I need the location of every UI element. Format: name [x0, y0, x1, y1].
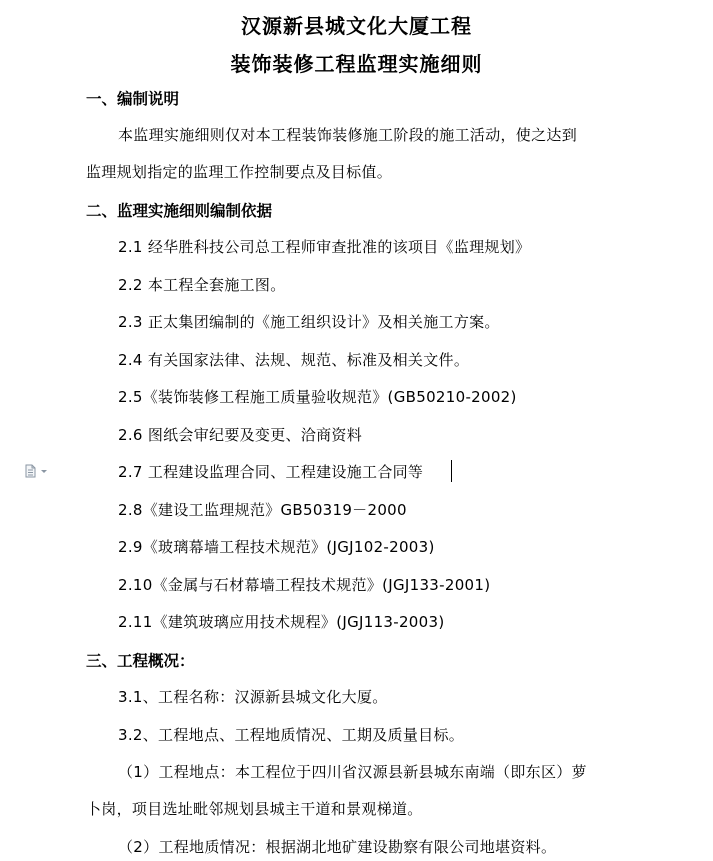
section1-para-line1: 本监理实施细则仅对本工程装饰装修施工阶段的施工活动，使之达到 [118, 126, 578, 144]
document-paste-icon[interactable] [24, 463, 50, 477]
basis-item-2-9: 2.9《玻璃幕墙工程技术规范》(JGJ102-2003) [118, 538, 435, 556]
basis-item-2-10: 2.10《金属与石材幕墙工程技术规范》(JGJ133-2001) [118, 576, 491, 594]
basis-item-2-11: 2.11《建筑玻璃应用技术规程》(JGJ113-2003) [118, 613, 445, 631]
basis-item-2-7: 2.7 工程建设监理合同、工程建设施工合同等 [118, 463, 424, 481]
section1-heading: 一、编制说明 [86, 89, 180, 108]
text-cursor [451, 460, 452, 482]
overview-sub1-line1: （1）工程地点：本工程位于四川省汉源县新县城东南端（即东区）萝 [118, 763, 587, 781]
overview-sub2-line1: （2）工程地质情况：根据湖北地矿建设勘察有限公司地堪资料。 [118, 838, 557, 856]
overview-item-3-1: 3.1、工程名称：汉源新县城文化大厦。 [118, 688, 388, 706]
overview-item-3-2: 3.2、工程地点、工程地质情况、工期及质量目标。 [118, 726, 465, 744]
section2-heading: 二、监理实施细则编制依据 [86, 201, 273, 220]
overview-sub1-line2: 卜岗，项目选址毗邻规划县城主干道和景观梯道。 [86, 800, 423, 818]
basis-item-2-8: 2.8《建设工监理规范》GB50319－2000 [118, 501, 407, 519]
basis-item-2-5: 2.5《装饰装修工程施工质量验收规范》(GB50210-2002) [118, 388, 517, 406]
basis-item-2-1: 2.1 经华胜科技公司总工程师审查批准的该项目《监理规划》 [118, 238, 531, 256]
document-title-line1: 汉源新县城文化大厦工程 [241, 14, 472, 38]
section3-heading: 三、工程概况： [86, 651, 195, 670]
section1-para-line2: 监理规划指定的监理工作控制要点及目标值。 [86, 163, 393, 181]
basis-item-2-4: 2.4 有关国家法律、法规、规范、标准及相关文件。 [118, 351, 470, 369]
basis-item-2-6: 2.6 图纸会审纪要及变更、洽商资料 [118, 426, 363, 444]
basis-item-2-2: 2.2 本工程全套施工图。 [118, 276, 286, 294]
basis-item-2-3: 2.3 正太集团编制的《施工组织设计》及相关施工方案。 [118, 313, 500, 331]
document-title-line2: 装饰装修工程监理实施细则 [230, 52, 483, 76]
